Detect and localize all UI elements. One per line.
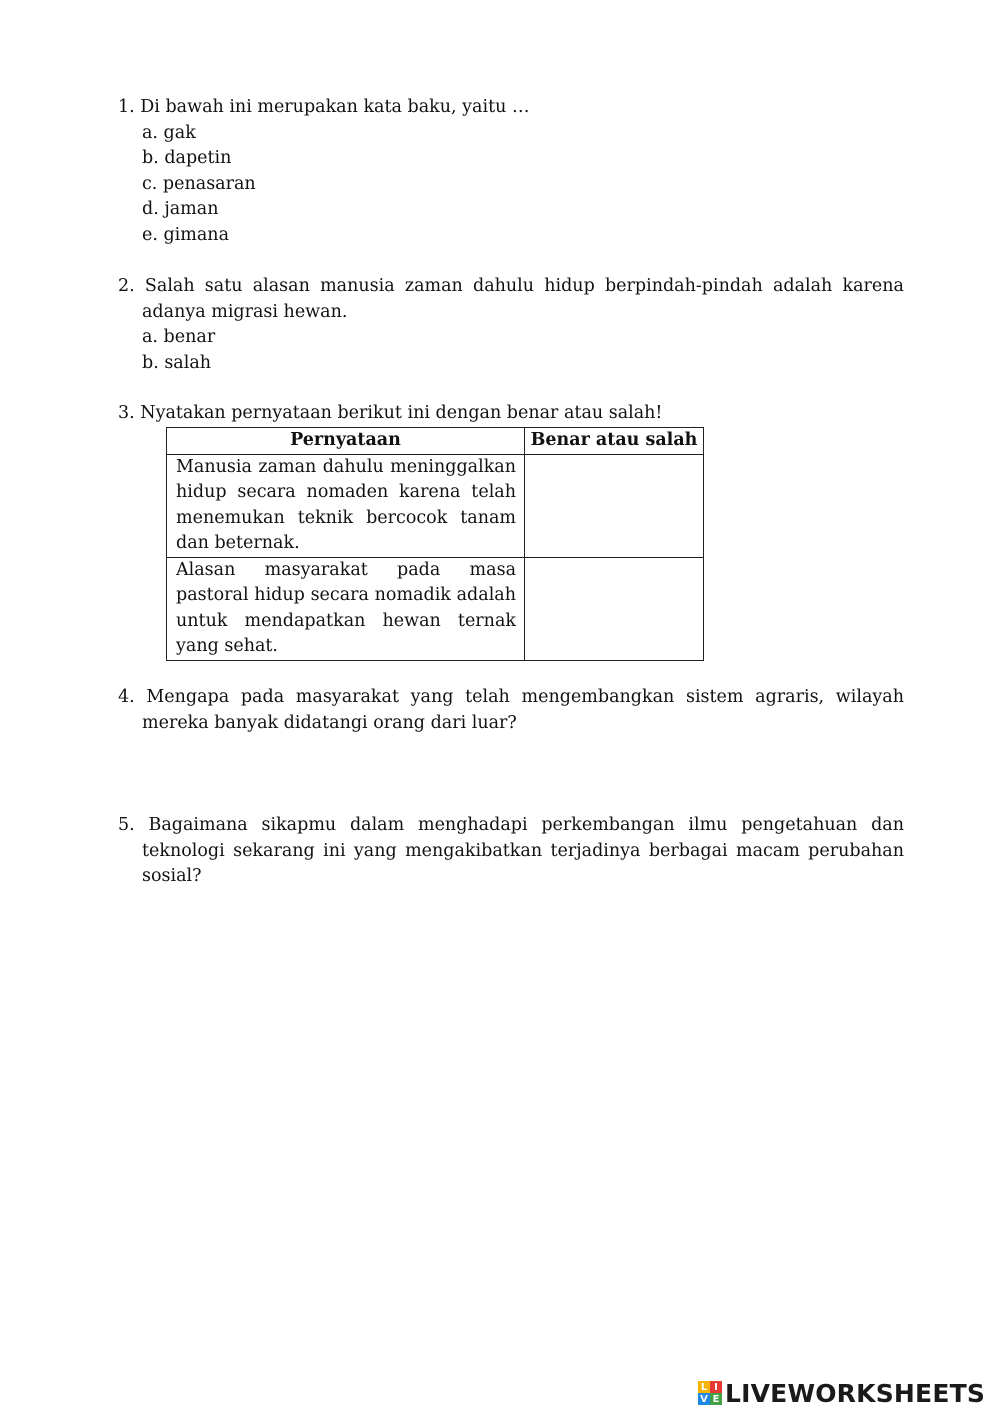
table-row-2-answer-field[interactable]	[525, 557, 704, 660]
table-header-statement: Pernyataan	[167, 428, 525, 455]
true-false-table	[166, 427, 704, 661]
liveworksheets-logo[interactable]	[698, 1378, 985, 1408]
table-row	[167, 454, 704, 557]
table-row-2-statement: Alasan masyarakat pada masa pastoral hidup secara nomadik adalah untuk mendapatkan hewan ternak yang sehat.	[167, 557, 525, 660]
question-1-option-b[interactable]: b. dapetin	[142, 148, 232, 168]
question-5	[118, 813, 904, 890]
logo-icon-letter-e: E	[710, 1393, 722, 1405]
logo-icon-letter-i: I	[710, 1381, 722, 1393]
question-2-option-a[interactable]: a. benar	[142, 327, 216, 347]
question-3	[118, 401, 904, 427]
logo-text: LIVEWORKSHEETS	[725, 1378, 986, 1408]
table-row-1-answer-field[interactable]	[525, 454, 704, 557]
question-4-stem: 4. Mengapa pada masyarakat yang telah mengembangkan sistem agraris, wilayah mereka banyak didatangi orang dari luar?	[118, 687, 904, 733]
question-4	[118, 685, 904, 736]
question-2-option-b[interactable]: b. salah	[142, 352, 212, 373]
question-1-stem: 1. Di bawah ini merupakan kata baku, yaitu …	[118, 97, 530, 117]
question-1-option-c[interactable]: c. penasaran	[142, 173, 256, 194]
question-1-option-e[interactable]: e. gimana	[142, 224, 230, 245]
question-1-option-a[interactable]: a. gak	[142, 122, 196, 143]
question-3-stem: 3. Nyatakan pernyataan berikut ini dengan benar atau salah!	[118, 403, 663, 423]
question-5-stem: 5. Bagaimana sikapmu dalam menghadapi perkembangan ilmu pengetahuan dan teknologi sekarang ini yang mengakibatkan terjadinya berbagai macam perubahan sosial?	[118, 815, 904, 886]
question-1	[118, 95, 904, 248]
live-logo-icon	[698, 1381, 722, 1405]
logo-icon-letter-v: V	[698, 1393, 710, 1405]
logo-icon-letter-l: L	[698, 1381, 710, 1393]
table-row-1-statement: Manusia zaman dahulu meninggalkan hidup secara nomaden karena telah menemukan teknik bercocok tanam dan beternak.	[167, 454, 525, 557]
question-1-option-d[interactable]: d. jaman	[142, 199, 219, 219]
table-row	[167, 557, 704, 660]
table-header-row	[167, 428, 704, 455]
question-2-stem: 2. Salah satu alasan manusia zaman dahulu hidup berpindah-pindah adalah karena adanya migrasi hewan.	[118, 276, 904, 322]
question-2	[118, 274, 904, 376]
table-header-answer: Benar atau salah	[525, 428, 704, 455]
